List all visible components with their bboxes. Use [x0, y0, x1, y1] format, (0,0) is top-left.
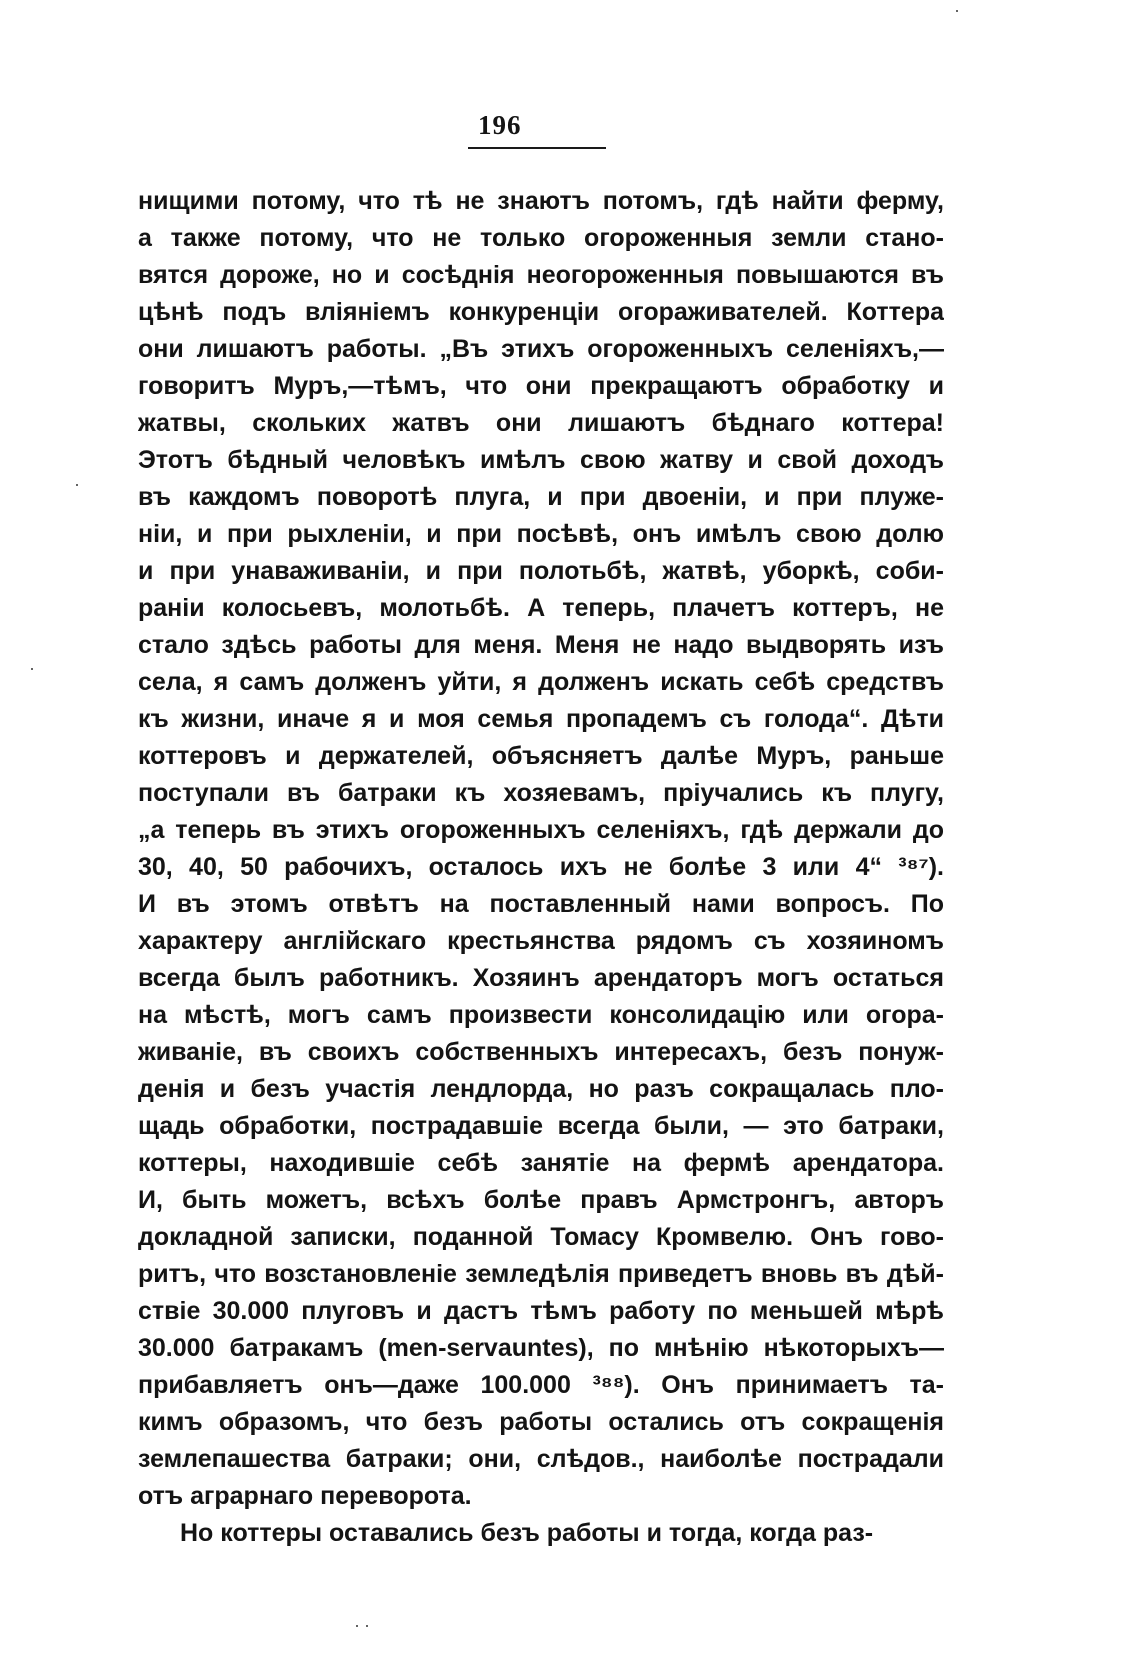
paragraph [138, 1515, 944, 1552]
text-line: поступали въ батраки къ хозяевамъ, пріучались къ плугу, [138, 779, 944, 807]
text-line: ніи, и при рыхленіи, и при посѣвѣ, онъ имѣлъ свою долю [138, 520, 944, 548]
text-line: говоритъ Муръ,—тѣмъ, что они прекращаютъ обработку и [138, 372, 944, 400]
text-line: въ каждомъ поворотѣ плуга, и при двоеніи, и при плуже- [138, 483, 944, 511]
text-line: 30.000 батракамъ (men-servauntes), по мнѣнію нѣкоторыхъ— [138, 1334, 944, 1362]
text-line: характеру англійскаго крестьянства рядомъ съ хозяиномъ [138, 927, 944, 955]
text-line: денія и безъ участія лендлорда, но разъ сокращалась пло- [138, 1075, 944, 1103]
text-line: Этотъ бѣдный человѣкъ имѣлъ свою жатву и свой доходъ [138, 446, 944, 474]
page-number: 196 [478, 110, 522, 140]
text-line: коттеры, находившіе себѣ занятіе на фермѣ арендатора. [138, 1149, 944, 1177]
text-line: ритъ, что возстановленіе земледѣлія приведетъ вновь въ дѣй- [138, 1260, 944, 1288]
text-line: жатвы, скольких жатвъ они лишаютъ бѣднаго коттера! [138, 409, 944, 437]
text-line: нищими потому, что тѣ не знаютъ потомъ, гдѣ найти ферму, [138, 187, 944, 215]
text-line: они лишаютъ работы. „Въ этихъ огороженныхъ селеніяхъ,— [138, 335, 944, 363]
text-line: И въ этомъ отвѣтъ на поставленный нами вопросъ. По [138, 890, 944, 918]
text-line: и при унаваживаніи, и при полотьбѣ, жатвѣ, уборкѣ, соби- [138, 557, 944, 585]
text-line: къ жизни, иначе я и моя семья пропадемъ съ голода“. Дѣти [138, 705, 944, 733]
scan-speck [31, 668, 33, 670]
text-line: И, быть можетъ, всѣхъ болѣе правъ Армстронгъ, авторъ [138, 1186, 944, 1214]
text-line: Но коттеры оставались безъ работы и тогда, когда раз- [180, 1519, 874, 1547]
body-text [138, 183, 944, 1552]
text-line: коттеровъ и держателей, объясняетъ далѣе Муръ, раньше [138, 742, 944, 770]
text-line: землепашества батраки; они, слѣдов., наиболѣе пострадали [138, 1445, 944, 1473]
page-number-rule [468, 147, 606, 149]
text-line: вятся дороже, но и сосѣднія неогороженныя повышаются въ [138, 261, 944, 289]
scan-speck [356, 1625, 358, 1627]
text-line: кимъ образомъ, что безъ работы остались отъ сокращенія [138, 1408, 944, 1436]
text-line: села, я самъ долженъ уйти, я долженъ искать себѣ средствъ [138, 668, 944, 696]
text-line: раніи колосьевъ, молотьбѣ. А теперь, плачетъ коттеръ, не [138, 594, 944, 622]
text-line: цѣнѣ подъ вліяніемъ конкуренціи огораживателей. Коттера [138, 298, 944, 326]
text-line: ствіе 30.000 плуговъ и дастъ тѣмъ работу по меньшей мѣрѣ [138, 1297, 944, 1325]
scan-speck [366, 1625, 368, 1627]
paragraph [138, 183, 944, 1515]
text-line: отъ аграрнаго переворота. [138, 1482, 472, 1510]
text-line: щадь обработки, пострадавшіе всегда были, — это батраки, [138, 1112, 944, 1140]
scan-speck [76, 484, 78, 486]
text-line: прибавляетъ онъ—даже 100.000 ³⁸⁸). Онъ принимаетъ та- [138, 1371, 944, 1399]
text-line: на мѣстѣ, могъ самъ произвести консолидацію или огора- [138, 1001, 944, 1029]
text-line: всегда былъ работникъ. Хозяинъ арендаторъ могъ остаться [138, 964, 944, 992]
text-line: докладной записки, поданной Томасу Кромвелю. Онъ гово- [138, 1223, 944, 1251]
scan-speck [956, 10, 958, 12]
text-line: стало здѣсь работы для меня. Меня не надо выдворять изъ [138, 631, 944, 659]
text-line: „а теперь въ этихъ огороженныхъ селеніяхъ, гдѣ держали до [138, 816, 944, 844]
text-line: а также потому, что не только огороженныя земли стано- [138, 224, 944, 252]
text-line: 30, 40, 50 рабочихъ, осталось ихъ не болѣе 3 или 4“ ³⁸⁷). [138, 853, 944, 881]
text-line: живаніе, въ своихъ собственныхъ интересахъ, безъ понуж- [138, 1038, 944, 1066]
